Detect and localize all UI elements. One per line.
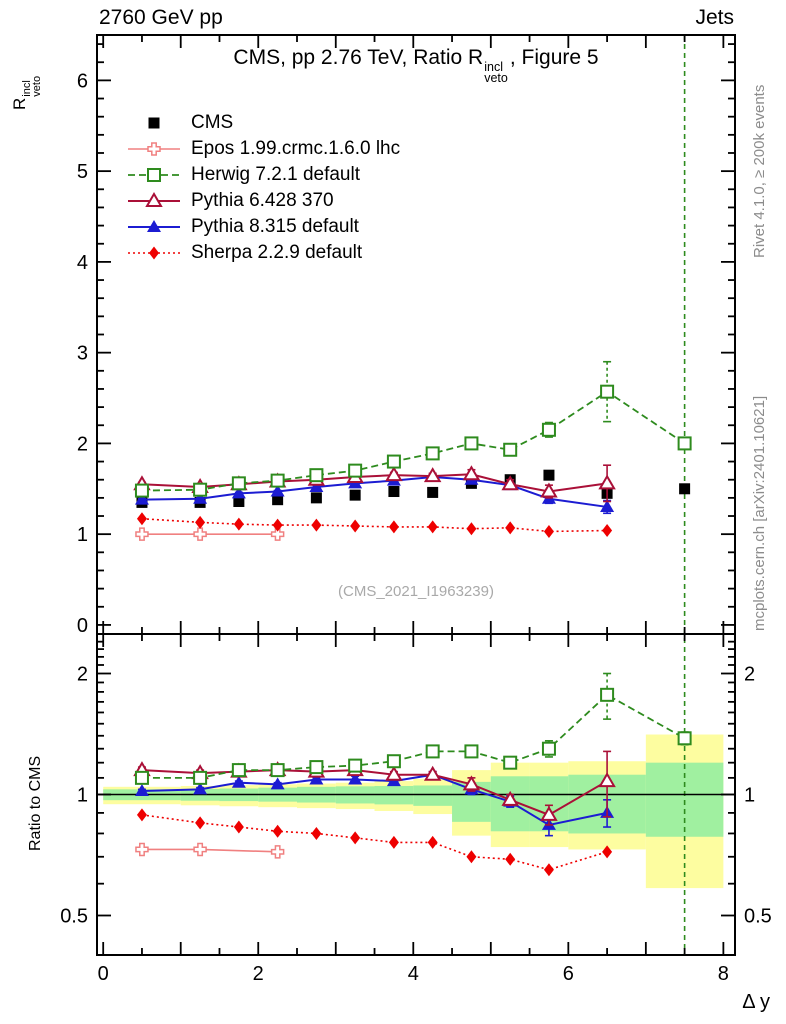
legend-item-sherpa: [126, 240, 400, 266]
herwig-legend-marker: [126, 166, 182, 184]
y-axis-label-supsub: [23, 76, 42, 97]
svg-text:1: 1: [76, 524, 88, 547]
svg-text:6: 6: [76, 70, 88, 93]
title-suffix: , Figure 5: [509, 46, 599, 69]
mcplots-credit-note: mcplots.cern.ch [arXiv:2401.10621]: [751, 395, 768, 631]
rivet-version-note: Rivet 4.1.0, ≥ 200k events: [751, 84, 768, 258]
y-axis-label-bottom: Ratio to CMS: [27, 755, 44, 851]
svg-text:5: 5: [76, 161, 88, 184]
y-axis-label-top: [10, 74, 42, 110]
legend-label-cms: CMS: [191, 112, 234, 133]
cms-legend-marker: [126, 114, 182, 132]
y-axis-label-sub: veto: [30, 75, 43, 97]
legend-label-epos: Epos 1.99.crmc.1.6.0 lhc: [191, 138, 401, 159]
title-superscript: incl: [484, 60, 503, 74]
svg-text:1: 1: [744, 784, 756, 807]
y-axis-label-base: R: [10, 97, 29, 110]
svg-text:2: 2: [252, 963, 264, 985]
epos-legend-marker: [126, 140, 182, 158]
svg-text:0: 0: [97, 963, 109, 985]
svg-text:8: 8: [717, 963, 729, 985]
svg-text:3: 3: [76, 342, 88, 365]
legend-item-pythia8: [126, 214, 400, 240]
svg-text:2: 2: [76, 433, 88, 456]
legend-label-herwig: Herwig 7.2.1 default: [191, 164, 360, 185]
legend-item-pythia6: [126, 188, 400, 214]
ratio-panel-series-epos: [136, 843, 284, 857]
legend-label-pythia6: Pythia 6.428 370: [191, 190, 334, 211]
legend-label-sherpa: Sherpa 2.2.9 default: [191, 242, 363, 263]
svg-text:2: 2: [744, 663, 756, 686]
svg-text:4: 4: [76, 251, 88, 274]
cms-uncertainty-bands: [103, 735, 723, 889]
svg-text:0: 0: [76, 614, 88, 637]
header-analysis-group: Jets: [695, 6, 734, 29]
legend-item-herwig: [126, 162, 400, 188]
svg-text:0.5: 0.5: [60, 905, 88, 928]
legend-item-epos: [126, 136, 400, 162]
title-supsub: [484, 62, 508, 84]
x-axis-label: Δ y: [742, 991, 770, 1013]
svg-text:0.5: 0.5: [744, 905, 772, 928]
top-panel-series-epos: [136, 528, 284, 540]
title-prefix: CMS, pp 2.76 TeV, Ratio R: [233, 46, 484, 69]
pythia6-legend-marker: [126, 192, 182, 210]
plot-title: [97, 46, 735, 84]
title-subscript: veto: [484, 71, 508, 85]
svg-text:4: 4: [407, 963, 419, 985]
pythia8-legend-marker: [126, 218, 182, 236]
legend: [126, 110, 400, 266]
analysis-id-watermark: (CMS_2021_I1963239): [338, 583, 494, 600]
legend-label-pythia8: Pythia 8.315 default: [191, 216, 359, 237]
y-axis-label-sup: incl: [21, 80, 33, 97]
legend-item-cms: [126, 110, 400, 136]
svg-text:2: 2: [76, 663, 88, 686]
sherpa-legend-marker: [126, 244, 182, 262]
svg-text:6: 6: [562, 963, 574, 985]
svg-text:1: 1: [76, 784, 88, 807]
header-beam-energy: 2760 GeV pp: [99, 6, 223, 29]
